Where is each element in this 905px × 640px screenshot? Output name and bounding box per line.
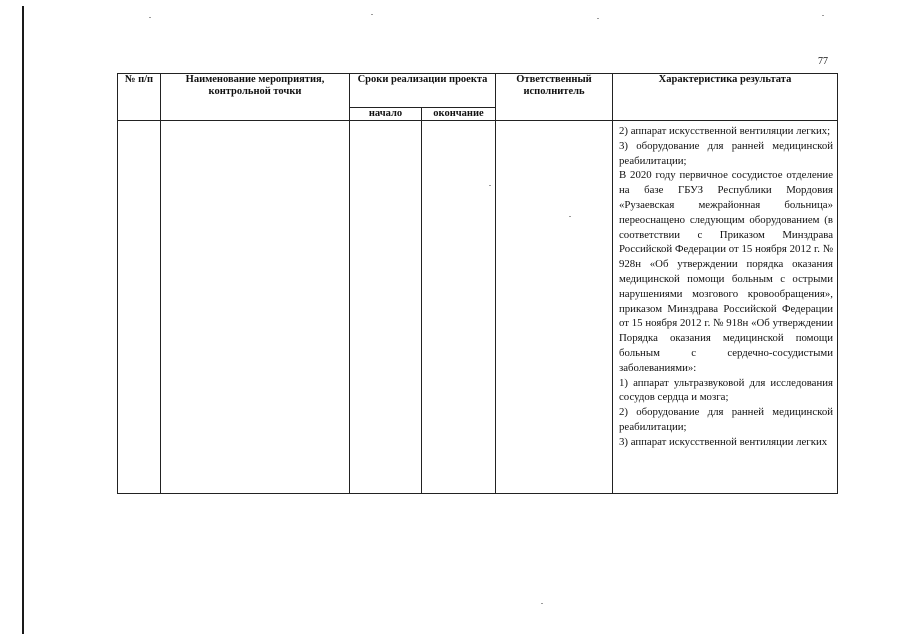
cell-number — [118, 121, 161, 494]
result-paragraph: 2) оборудование для ранней медицинской реабилитации; — [619, 406, 833, 433]
result-paragraph: 1) аппарат ультразвуковой для исследования сосудов сердца и мозга; — [619, 376, 833, 404]
page-number: 77 — [818, 56, 828, 67]
result-paragraph: 3) аппарат искусственной вентиляции легких — [619, 435, 828, 448]
header-result-description: Характеристика результата — [613, 74, 838, 121]
header-event-name: Наименование мероприятия, контрольной точки — [161, 74, 350, 121]
header-responsible: Ответственный исполнитель — [496, 74, 613, 121]
header-end: окончание — [422, 108, 496, 121]
header-start: начало — [350, 108, 422, 121]
result-paragraph: 2) аппарат искусственной вентиляции легких; — [619, 125, 831, 137]
scan-speck — [822, 15, 824, 16]
page-margin-line — [22, 6, 24, 634]
header-number: № п/п — [118, 74, 161, 121]
table-row — [118, 121, 838, 494]
scan-speck — [149, 17, 151, 18]
cell-result-description — [613, 121, 838, 494]
scan-speck — [541, 603, 543, 604]
scan-speck — [597, 18, 599, 19]
measures-table — [117, 73, 838, 494]
cell-responsible — [496, 121, 613, 494]
result-paragraph: 3) оборудование для ранней медицинской реабилитации; — [619, 139, 833, 167]
header-implementation-period: Сроки реализации проекта — [350, 74, 496, 108]
result-paragraph: В 2020 году первичное сосудистое отделение на базе ГБУЗ Республики Мордовия «Рузаевская межрайонная больница» переоснащено следующим оборудованием (в соответствии с Приказом Минздрава Российской Федерации от 15 ноября 2012 г. № 928н «Об утверждении порядка оказания медицинской помощи больным с острыми нарушениями мозгового кровообращения», приказом Минздрава Российской Федерации от 15 ноября 2012 г. № 918н «Об утверждении Порядка оказания медицинской помощи больным с сердечно-сосудистыми заболеваниями»: — [619, 169, 833, 374]
cell-start — [350, 121, 422, 494]
scan-speck — [371, 14, 373, 15]
cell-event-name — [161, 121, 350, 494]
cell-end — [422, 121, 496, 494]
